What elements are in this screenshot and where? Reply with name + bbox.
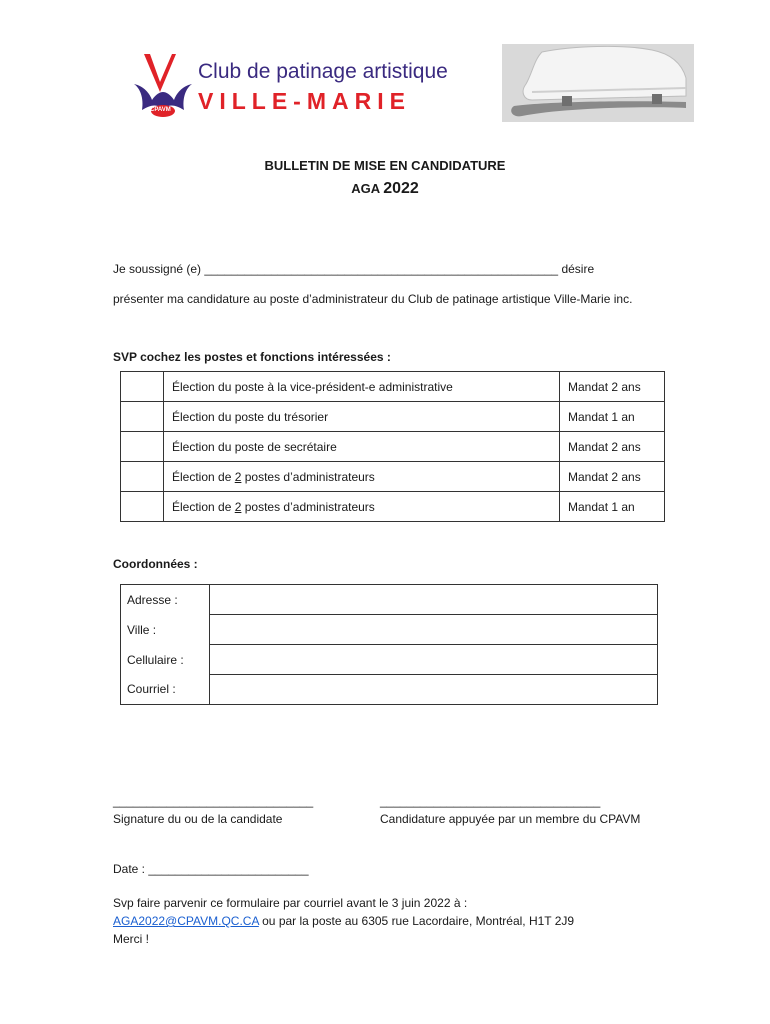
sponsor-signature-line[interactable]: _________________________________	[380, 794, 601, 808]
contact-field-input[interactable]	[210, 585, 658, 615]
position-text: Élection du poste de secrétaire	[172, 439, 337, 454]
candidacy-statement: présenter ma candidature au poste d’administrateur du Club de patinage artistique Ville-Marie inc.	[113, 292, 633, 306]
subtitle-prefix: AGA	[351, 181, 380, 196]
position-description	[164, 372, 560, 402]
applicant-name-blank[interactable]: _____________________________________________________	[204, 262, 559, 276]
position-description	[164, 432, 560, 462]
position-text-end: postes d’administrateurs	[241, 469, 375, 484]
position-mandate: Mandat 2 ans	[560, 432, 665, 462]
applicant-suffix: désire	[558, 262, 595, 276]
form-subtitle	[0, 180, 770, 198]
sponsor-signature-label: Candidature appuyée par un membre du CPAVM	[380, 812, 641, 826]
position-row	[121, 492, 665, 522]
position-text: Élection de	[172, 499, 235, 514]
contact-field-label: Ville :	[121, 615, 210, 645]
subtitle-year: 2022	[383, 180, 419, 197]
position-mandate: Mandat 1 an	[560, 402, 665, 432]
candidate-signature-label: Signature du ou de la candidate	[113, 812, 283, 826]
contact-table	[120, 584, 658, 705]
contact-field-input[interactable]	[210, 645, 658, 675]
position-checkbox[interactable]	[121, 432, 164, 462]
position-mandate: Mandat 2 ans	[560, 372, 665, 402]
position-description	[164, 402, 560, 432]
applicant-prefix: Je soussigné (e)	[113, 262, 205, 276]
contact-row	[121, 645, 658, 675]
logo-badge: CPAVM	[150, 107, 171, 113]
position-text: Élection du poste du trésorier	[172, 409, 329, 424]
thanks-text: Merci !	[113, 932, 149, 946]
contact-field-input[interactable]	[210, 615, 658, 645]
form-title: BULLETIN DE MISE EN CANDIDATURE	[264, 158, 506, 173]
position-mandate: Mandat 2 ans	[560, 462, 665, 492]
position-description	[164, 462, 560, 492]
position-checkbox[interactable]	[121, 372, 164, 402]
send-instructions: Svp faire parvenir ce formulaire par courriel avant le 3 juin 2022 à :	[113, 896, 468, 910]
position-text: Élection de	[172, 469, 235, 484]
position-row	[121, 372, 665, 402]
position-text-end: postes d’administrateurs	[241, 499, 375, 514]
position-description	[164, 492, 560, 522]
position-row	[121, 402, 665, 432]
position-text: Élection du poste à la vice-président-e administrative	[172, 379, 453, 394]
date-line[interactable]: Date : ________________________	[113, 862, 309, 876]
contact-row	[121, 585, 658, 615]
candidate-signature-line[interactable]: ______________________________	[113, 794, 314, 808]
position-checkbox[interactable]	[121, 462, 164, 492]
positions-table	[120, 371, 665, 522]
contact-heading: Coordonnées :	[113, 557, 198, 571]
contact-row	[121, 675, 658, 705]
position-checkbox[interactable]	[121, 402, 164, 432]
contact-row	[121, 615, 658, 645]
address-line	[113, 914, 574, 928]
logo-club-name: Club de patinage artistique	[198, 60, 448, 83]
contact-field-label: Cellulaire :	[121, 645, 210, 675]
skate-image	[502, 44, 694, 122]
position-mandate: Mandat 1 an	[560, 492, 665, 522]
contact-field-label: Courriel :	[121, 675, 210, 705]
mail-address: ou par la poste au 6305 rue Lacordaire, Montréal, H1T 2J9	[258, 914, 575, 928]
position-row	[121, 432, 665, 462]
contact-field-label: Adresse :	[121, 585, 210, 615]
logo-club-city: VILLE-MARIE	[198, 88, 411, 114]
position-row	[121, 462, 665, 492]
position-count: 2	[234, 469, 242, 484]
contact-field-input[interactable]	[210, 675, 658, 705]
email-link[interactable]: AGA2022@CPAVM.QC.CA	[113, 914, 259, 928]
applicant-line	[113, 262, 594, 276]
position-count: 2	[234, 499, 242, 514]
positions-heading: SVP cochez les postes et fonctions intéressées :	[113, 350, 391, 364]
position-checkbox[interactable]	[121, 492, 164, 522]
